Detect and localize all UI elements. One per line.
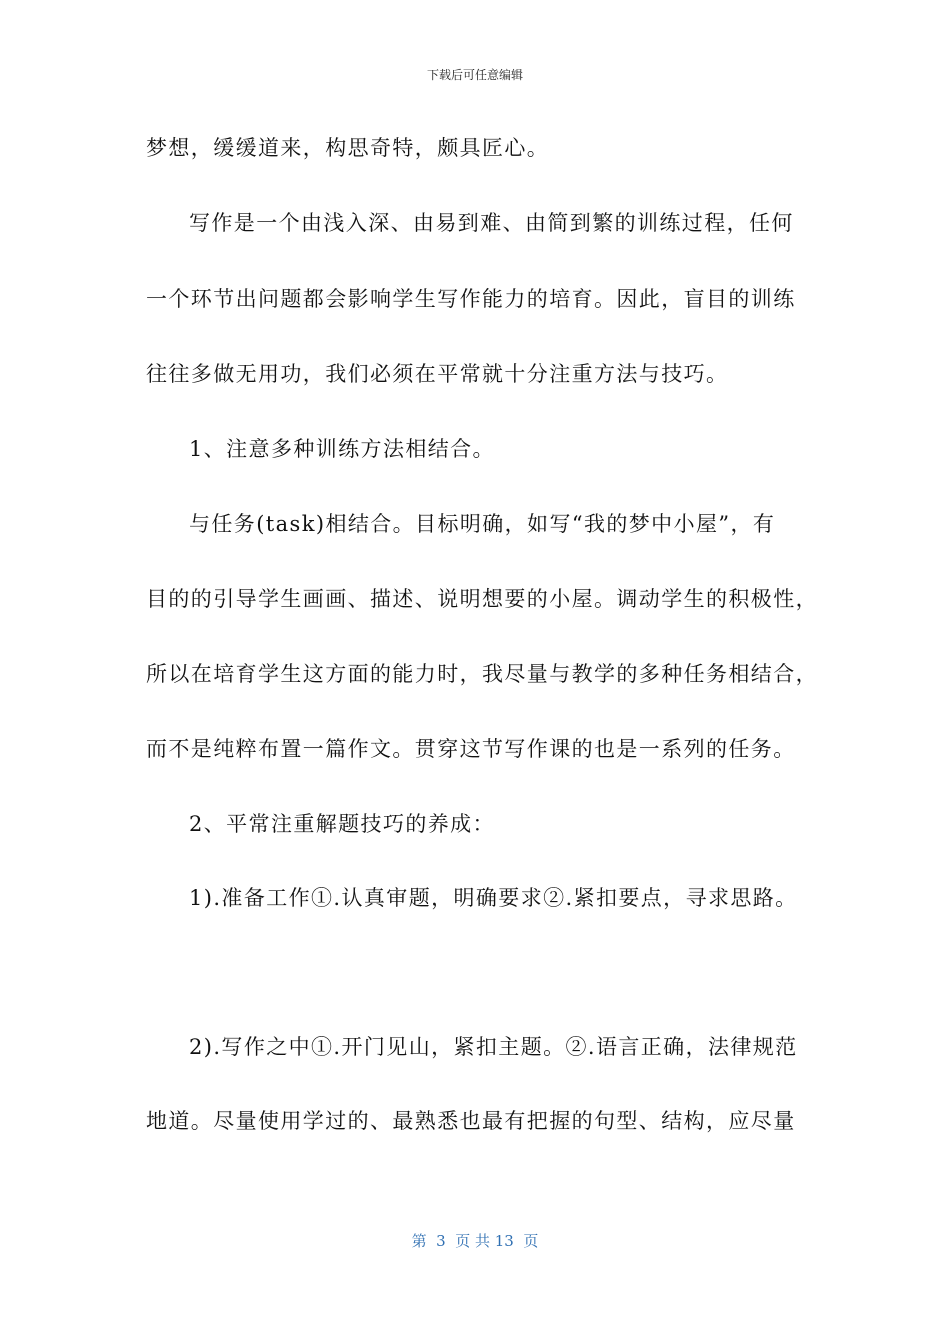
body-line: 所以在培育学生这方面的能力时，我尽量与教学的多种任务相结合， (146, 662, 818, 686)
page-header: 下载后可任意编辑 (426, 68, 523, 82)
body-line: 写作是一个由浅入深、由易到难、由简到繁的训练过程，任何 (189, 211, 794, 235)
body-line: 而不是纯粹布置一篇作文。贯穿这节写作课的也是一系列的任务。 (146, 737, 796, 761)
page-footer: 第 3 页 共 13 页 (411, 1232, 539, 1250)
body-line: 1).准备工作①.认真审题，明确要求②.紧扣要点，寻求思路。 (189, 886, 798, 910)
body-line: 2).写作之中①.开门见山，紧扣主题。②.语言正确，法律规范 (189, 1035, 798, 1059)
body-line: 往往多做无用功，我们必须在平常就十分注重方法与技巧。 (146, 362, 729, 386)
section-heading: 2、平常注重解题技巧的养成： (189, 812, 495, 836)
body-line: 地道。尽量使用学过的、最熟悉也最有把握的句型、结构，应尽量 (146, 1109, 796, 1133)
body-line: 梦想，缓缓道来，构思奇特，颇具匠心。 (146, 136, 550, 160)
section-heading: 1、注意多种训练方法相结合。 (189, 437, 495, 461)
body-line: 与任务(task)相结合。目标明确，如写“我的梦中小屋”，有 (189, 512, 776, 536)
body-line: 一个环节出问题都会影响学生写作能力的培育。因此，盲目的训练 (146, 287, 796, 311)
body-line: 目的的引导学生画画、描述、说明想要的小屋。调动学生的积极性， (146, 587, 818, 611)
